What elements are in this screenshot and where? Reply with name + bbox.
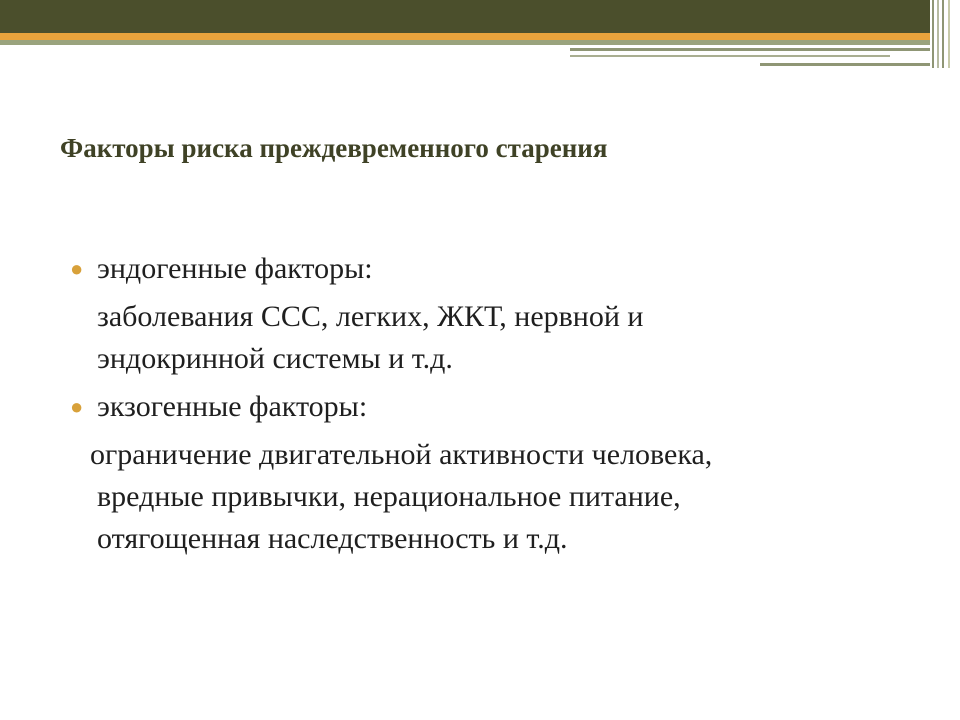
slide-content <box>70 248 920 560</box>
accent-bar <box>0 33 930 40</box>
detail-line: заболевания ССС, легких, ЖКТ, нервной и <box>97 300 644 333</box>
decorative-line <box>760 63 930 66</box>
bullet-detail <box>70 296 920 380</box>
decorative-stripes <box>930 0 960 68</box>
bullet-label: экзогенные факторы: <box>97 390 368 423</box>
bullet-item-endogenous <box>70 248 920 290</box>
bullet-item-exogenous <box>70 386 920 428</box>
detail-line: отягощенная наследственность и т.д. <box>97 522 568 555</box>
accent-underline <box>0 40 930 45</box>
detail-line: ограничение двигательной активности человека, <box>90 438 713 471</box>
bullet-detail <box>70 434 920 560</box>
decorative-line <box>570 48 930 51</box>
header-band <box>0 0 960 33</box>
detail-line: эндокринной системы и т.д. <box>97 342 453 375</box>
slide-title: Факторы риска преждевременного старения <box>60 133 608 163</box>
detail-line: вредные привычки, нерациональное питание, <box>97 480 681 513</box>
bullet-dot-icon: ● <box>70 256 84 281</box>
bullet-dot-icon: ● <box>70 394 84 419</box>
bullet-label: эндогенные факторы: <box>97 252 373 285</box>
decorative-line <box>570 55 890 57</box>
